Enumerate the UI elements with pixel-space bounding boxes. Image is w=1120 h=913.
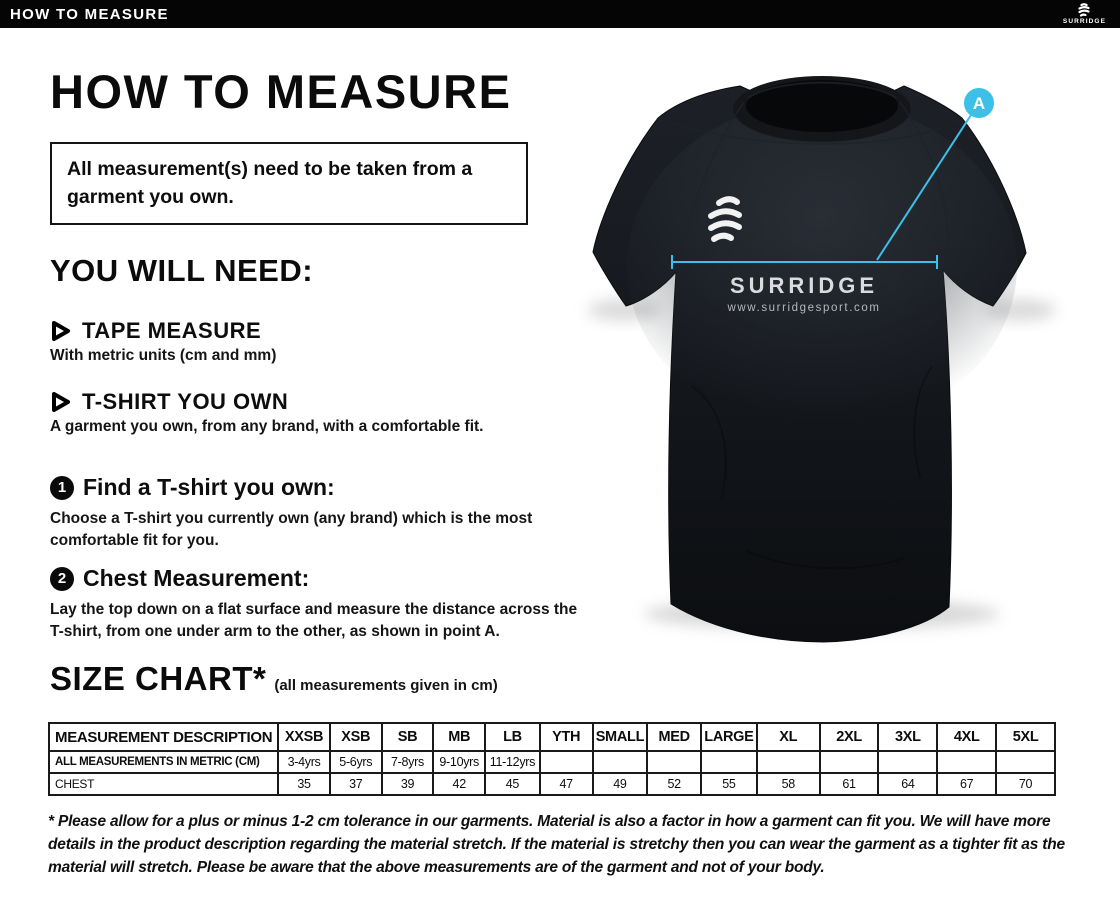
table-header-cell: MED (647, 723, 701, 751)
top-bar (0, 0, 1120, 28)
table-cell: ALL MEASUREMENTS IN METRIC (CM) (49, 751, 278, 773)
table-header-cell: LARGE (701, 723, 757, 751)
tshirt-illustration (572, 66, 1072, 651)
tshirt-brand-text: SURRIDGE (729, 273, 879, 298)
play-triangle-icon (50, 319, 72, 343)
table-header-cell: SB (382, 723, 434, 751)
size-chart-title: SIZE CHART* (50, 660, 267, 697)
table-cell (647, 751, 701, 773)
size-chart-heading (50, 660, 498, 698)
step-1 (50, 474, 595, 553)
step-number-badge: 2 (50, 567, 74, 591)
table-cell: 45 (485, 773, 540, 795)
step-description: Choose a T-shirt you currently own (any brand) which is the most comfortable fit for you. (50, 510, 533, 550)
table-cell: 70 (996, 773, 1055, 795)
table-cell (878, 751, 937, 773)
table-header-cell: LB (485, 723, 540, 751)
surridge-logo (1063, 3, 1110, 26)
table-header-cell: XL (757, 723, 820, 751)
step-description: Lay the top down on a flat surface and measure the distance across the T-shirt, from one under arm to the other, as shown in point A. (50, 601, 578, 641)
table-header-cell: SMALL (593, 723, 648, 751)
notice-text: All measurement(s) need to be taken from a garment you own. (67, 158, 473, 208)
table-header-cell: XXSB (278, 723, 330, 751)
point-a-marker (964, 88, 994, 118)
table-cell (996, 751, 1055, 773)
step-title: Chest Measurement: (83, 565, 310, 591)
step-title: Find a T-shirt you own: (83, 474, 335, 500)
need-item-description: A garment you own, from any brand, with a comfortable fit. (50, 418, 484, 435)
table-cell: 42 (433, 773, 485, 795)
table-row-chest (49, 773, 1055, 795)
table-cell: 55 (701, 773, 757, 795)
table-cell: 49 (593, 773, 648, 795)
top-bar-title: HOW TO MEASURE (10, 5, 169, 23)
footnote-text: * Please allow for a plus or minus 1-2 cm tolerance in our garments. Material is also a factor in how a garment can fit you. We will have more details in the product description regarding the material stretch. If the material is stretchy then you can wear the garment as a tighter fit as the material will stretch. Please be aware that the above measurements are of the garment and not of your body. (48, 813, 1065, 876)
tshirt-figure (572, 66, 1072, 651)
table-cell (701, 751, 757, 773)
tshirt-body (593, 76, 1026, 642)
table-cell: 39 (382, 773, 434, 795)
tshirt-url-text: www.surridgesport.com (727, 302, 881, 314)
table-cell: 7-8yrs (382, 751, 434, 773)
table-header-cell: MB (433, 723, 485, 751)
need-item-tshirt (50, 389, 483, 436)
table-cell: 58 (757, 773, 820, 795)
table-cell: 11-12yrs (485, 751, 540, 773)
table-header-cell: 3XL (878, 723, 937, 751)
need-item-tape-measure (50, 318, 276, 365)
need-item-title: T-SHIRT YOU OWN (82, 389, 289, 414)
table-header-cell: 5XL (996, 723, 1055, 751)
table-cell: 67 (937, 773, 996, 795)
table-cell (757, 751, 820, 773)
play-triangle-icon (50, 390, 72, 414)
table-header-cell: XSB (330, 723, 382, 751)
step-number-badge: 1 (50, 476, 74, 500)
surridge-s-mark-icon (1075, 3, 1093, 18)
table-cell: 64 (878, 773, 937, 795)
table-header-cell: MEASUREMENT DESCRIPTION (49, 723, 278, 751)
point-a-label: A (972, 94, 986, 113)
table-header-cell: 4XL (937, 723, 996, 751)
table-header-cell: 2XL (820, 723, 879, 751)
table-cell (593, 751, 648, 773)
table-header-row (49, 723, 1055, 751)
table-row-metric (49, 751, 1055, 773)
table-cell (820, 751, 879, 773)
table-cell: 3-4yrs (278, 751, 330, 773)
table-cell: 52 (647, 773, 701, 795)
size-chart-table (48, 722, 1056, 796)
table-cell: 5-6yrs (330, 751, 382, 773)
surridge-logo-wordmark: SURRIDGE (1062, 17, 1106, 25)
table-cell (937, 751, 996, 773)
need-item-title: TAPE MEASURE (82, 318, 262, 343)
notice-box (50, 142, 528, 225)
page-title: HOW TO MEASURE (50, 65, 512, 118)
you-will-need-heading: YOU WILL NEED: (50, 253, 314, 288)
step-2 (50, 565, 595, 644)
table-cell: 47 (540, 773, 593, 795)
table-cell: 61 (820, 773, 879, 795)
table-header-cell: YTH (540, 723, 593, 751)
table-cell: CHEST (49, 773, 278, 795)
need-item-description: With metric units (cm and mm) (50, 347, 277, 364)
table-cell: 37 (330, 773, 382, 795)
table-cell: 35 (278, 773, 330, 795)
table-cell (540, 751, 593, 773)
size-chart-subtitle: (all measurements given in cm) (274, 677, 498, 694)
table-cell: 9-10yrs (433, 751, 485, 773)
